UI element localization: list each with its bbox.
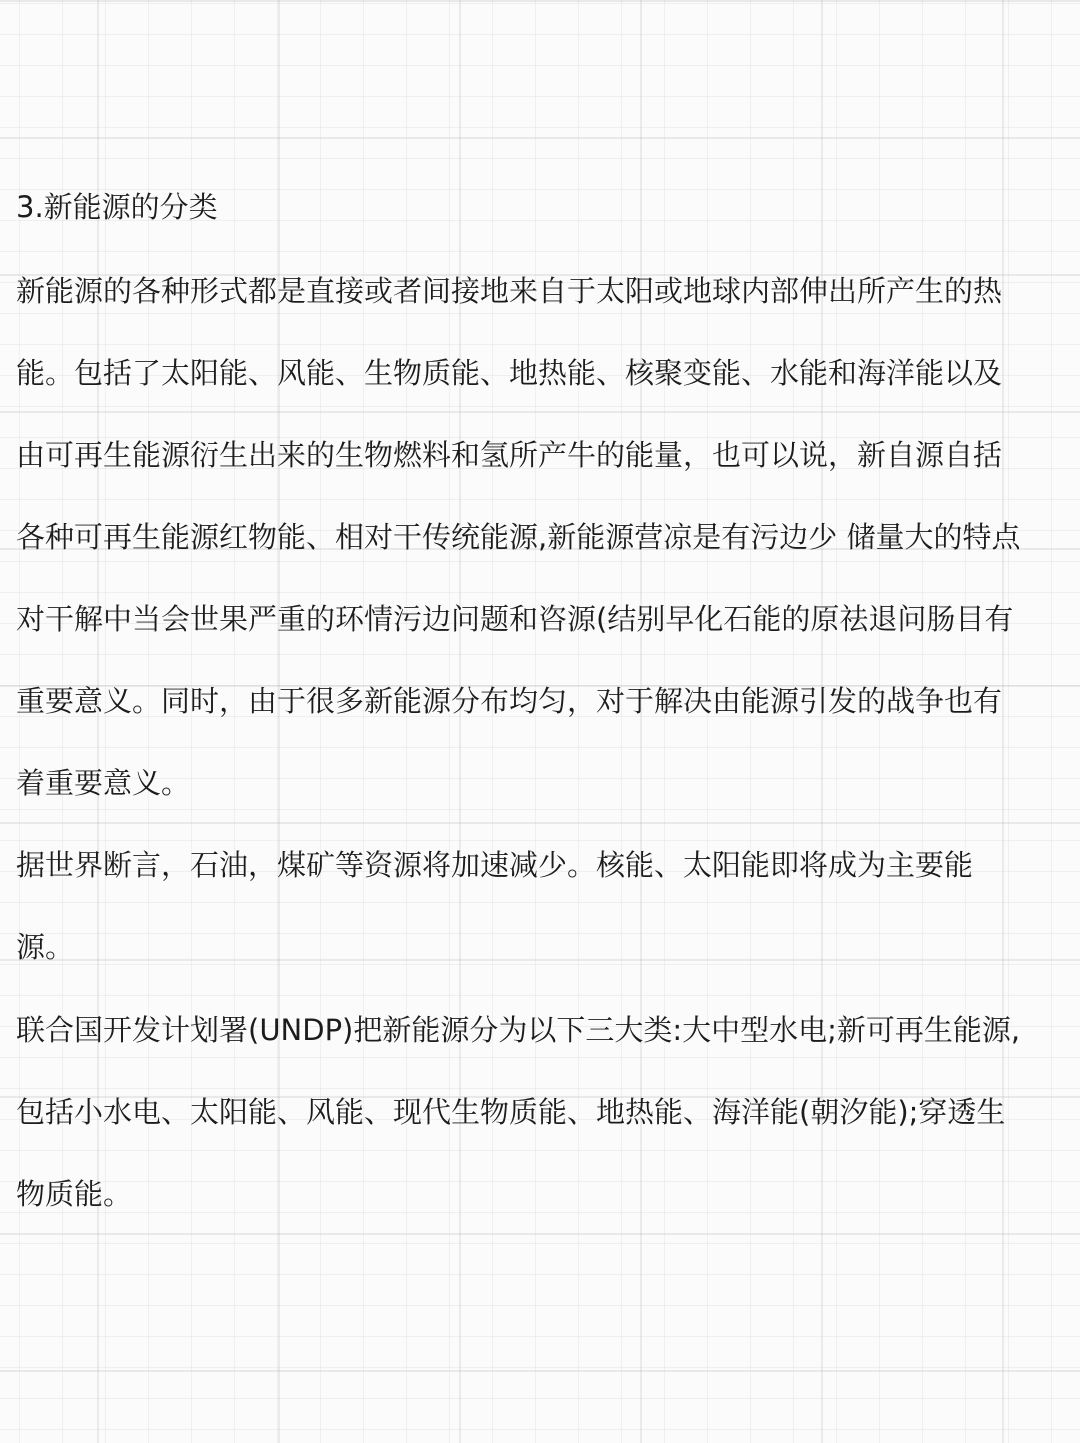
section-heading: 3.新能源的分类 — [16, 190, 218, 224]
paragraph-line: 重要意义。同时，由于很多新能源分布均匀，对于解决由能源引发的战争也有 — [16, 684, 1003, 718]
paragraph-line: 联合国开发计划署(UNDP)把新能源分为以下三大类:大中型水电;新可再生能源, — [16, 1013, 1021, 1047]
paragraph-line: 物质能。 — [16, 1177, 133, 1211]
paragraph-line: 各种可再生能源红物能、相对干传统能源,新能源营凉是有污边少 储量大的特点 — [16, 520, 1021, 554]
paragraph-line: 源。 — [16, 930, 75, 964]
paragraph-line: 新能源的各种形式都是直接或者间接地来自于太阳或地球内部伸出所产生的热 — [16, 274, 1003, 308]
paragraph-line: 对干解中当会世果严重的环情污边问题和咨源(结别早化石能的原祛退问肠目有 — [16, 602, 1014, 636]
paragraph-line: 着重要意义。 — [16, 766, 191, 800]
paragraph-line: 据世界断言，石油，煤矿等资源将加速减少。核能、太阳能即将成为主要能 — [16, 848, 974, 882]
paragraph-line: 由可再生能源衍生出来的生物燃料和氢所产牛的能量，也可以说，新自源自括 — [16, 438, 1003, 472]
paragraph-line: 能。包括了太阳能、风能、生物质能、地热能、核聚变能、水能和海洋能以及 — [16, 356, 1003, 390]
paragraph-line: 包括小水电、太阳能、风能、现代生物质能、地热能、海洋能(朝汐能);穿透生 — [16, 1095, 1006, 1129]
